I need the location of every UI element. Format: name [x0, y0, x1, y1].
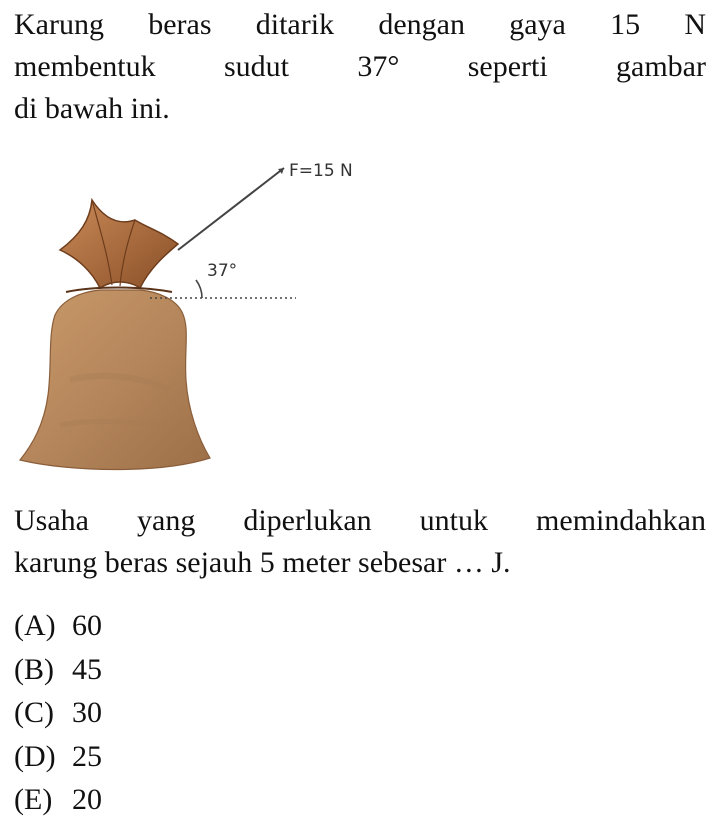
option-b[interactable]: [14, 648, 102, 692]
option-value: 60: [72, 609, 102, 642]
intro-line: Karung beras ditarik dengan gaya 15 N: [14, 8, 706, 41]
rice-sack-icon: [20, 200, 210, 470]
angle-arc: [196, 280, 202, 298]
angle-label: 37°: [207, 261, 238, 281]
option-value: 30: [72, 696, 102, 729]
prompt-line: Usaha yang diperlukan untuk memindahkan: [14, 504, 706, 537]
option-letter: (B): [14, 652, 54, 686]
prompt-line: karung beras sejauh 5 meter sebesar … J.: [14, 546, 511, 579]
intro-line: di bawah ini.: [14, 92, 170, 125]
answer-options: [14, 604, 102, 822]
force-label: F=15 N: [289, 161, 353, 181]
option-letter: (A): [14, 609, 56, 642]
option-value: 20: [72, 783, 102, 816]
option-c[interactable]: [14, 691, 102, 735]
option-letter: (E): [14, 783, 53, 816]
option-e[interactable]: [14, 778, 102, 822]
option-value: 45: [72, 652, 102, 686]
intro-line: membentuk sudut 37° seperti gambar: [14, 50, 706, 83]
option-letter: (C): [14, 696, 54, 729]
question-intro: [14, 4, 706, 130]
question-prompt: [14, 500, 706, 584]
option-d[interactable]: [14, 735, 102, 779]
option-a[interactable]: [14, 604, 102, 648]
option-value: 25: [72, 739, 102, 773]
force-diagram: [0, 140, 420, 490]
option-letter: (D): [14, 739, 56, 773]
force-vector: [178, 168, 284, 250]
